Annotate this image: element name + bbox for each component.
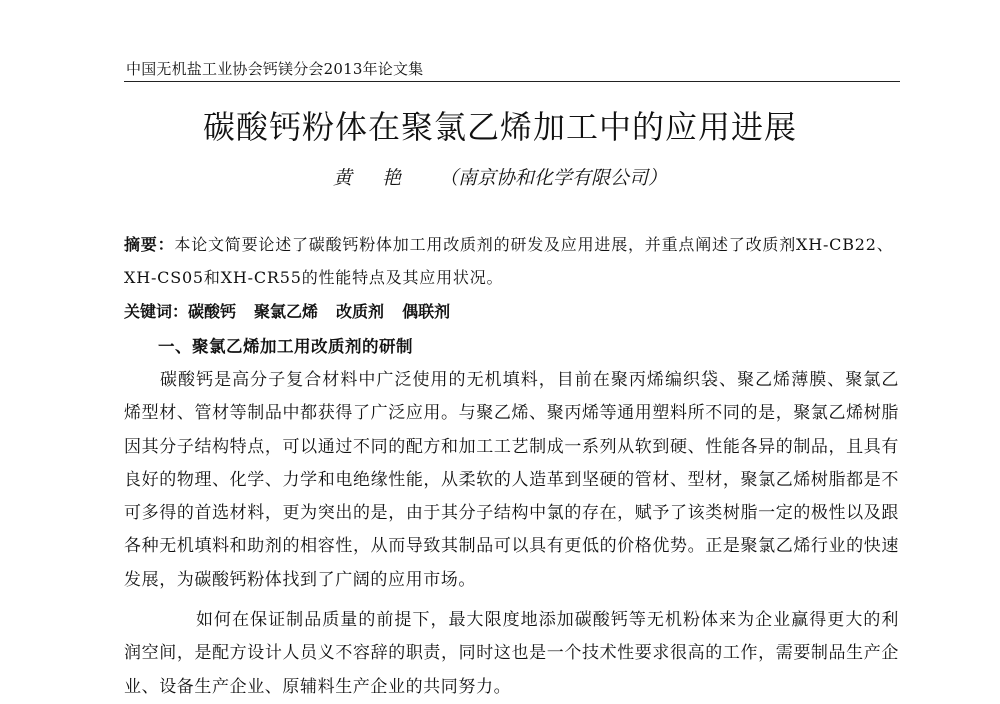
paper-title: 碳酸钙粉体在聚氯乙烯加工中的应用进展 — [202, 108, 797, 146]
keyword-item: 碳酸钙 — [188, 302, 237, 321]
body-paragraph-1: 碳酸钙是高分子复合材料中广泛使用的无机填料，目前在聚丙烯编织袋、聚乙烯薄膜、聚氯乙烯型材、管材等制品中都获得了广泛应用。与聚乙烯、聚丙烯等通用塑料所不同的是，聚氯乙烯树脂因其分子结构特点，可以通过不同的配方和加工工艺制成一系列从软到硬、性能各异的制品，且具有良好的物理、化学、力学和电绝缘性能，从柔软的人造革到坚硬的管材、型材，聚氯乙烯树脂都是不可多得的首选材料，更为突出的是，由于其分子结构中氯的存在，赋予了该类树脂一定的极性以及跟各种无机填料和助剂的相容性，从而导致其制品可以具有更低的价格优势。正是聚氯乙烯行业的快速发展，为碳酸钙粉体找到了广阔的应用市场。 — [124, 370, 899, 590]
keyword-item: 改质剂 — [336, 302, 385, 321]
keywords — [124, 298, 904, 326]
running-header-text: 中国无机盐工业协会钙镁分会2013年论文集 — [126, 60, 424, 78]
section-heading: 一、聚氯乙烯加工用改质剂的研制 — [158, 337, 413, 356]
byline — [0, 163, 1000, 190]
author-name: 黄 艳 — [332, 167, 414, 189]
body-paragraph-2: 如何在保证制品质量的前提下，最大限度地添加碳酸钙等无机粉体来为企业赢得更大的利润空间，是配方设计人员义不容辞的职责，同时这也是一个技术性要求很高的工作，需要制品生产企业、设备生产企业、原辅料生产企业的共同努力。 — [124, 610, 899, 697]
affiliation: （南京协和化学有限公司） — [439, 167, 668, 189]
abstract — [124, 228, 904, 294]
abstract-text: 本论文简要论述了碳酸钙粉体加工用改质剂的研发及应用进展，并重点阐述了改质剂XH-CB22、XH-CS05和XH-CR55的性能特点及其应用状况。 — [124, 235, 894, 287]
keyword-item: 聚氯乙烯 — [254, 302, 319, 321]
abstract-label: 摘要： — [124, 235, 175, 254]
keywords-label: 关键词： — [124, 302, 189, 321]
running-header-bar — [124, 55, 900, 82]
keyword-item: 偶联剂 — [402, 302, 451, 321]
